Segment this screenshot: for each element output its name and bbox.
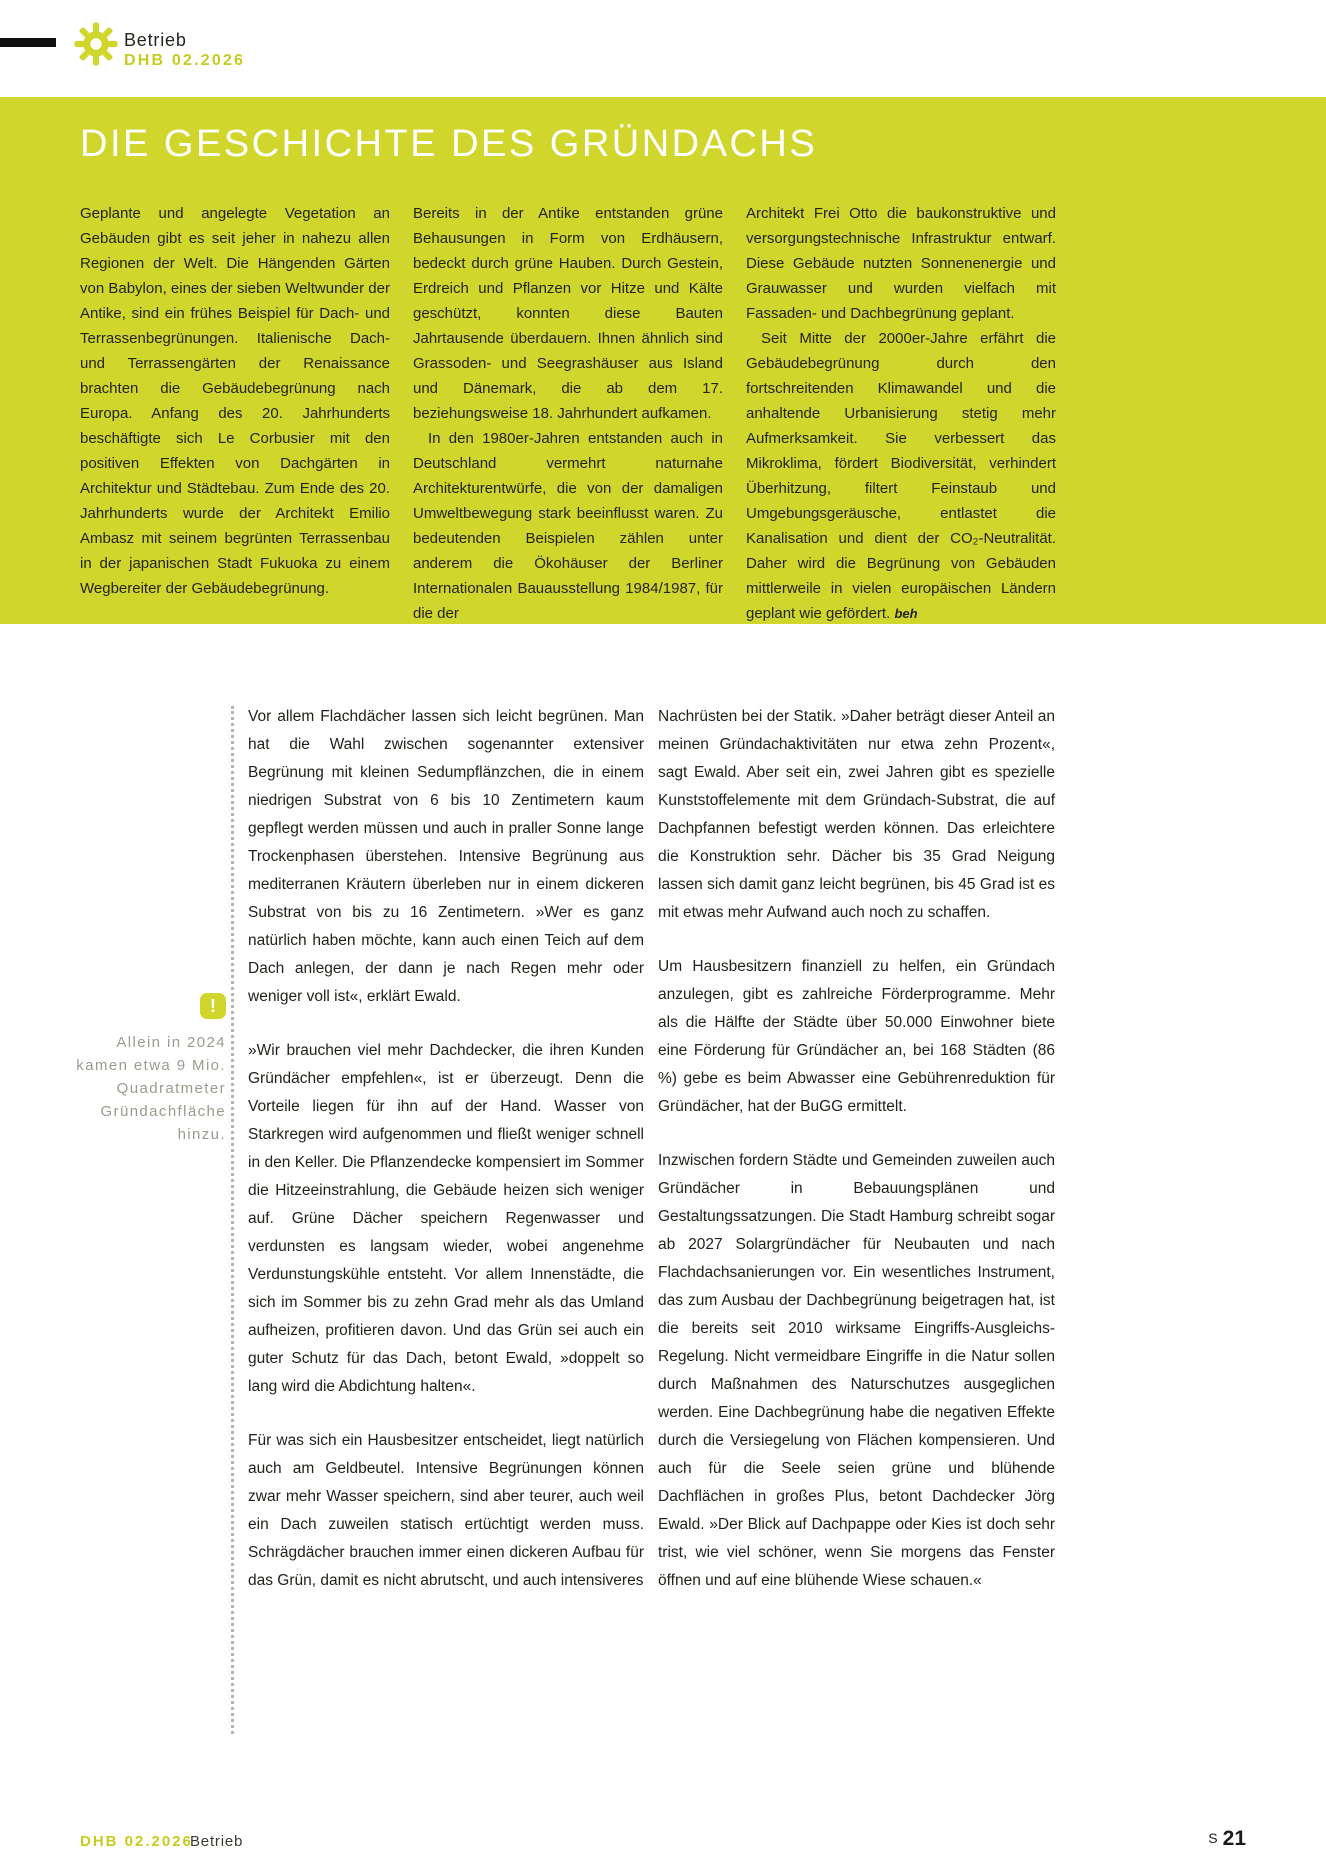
callout-line: kamen etwa 9 Mio. (76, 1057, 226, 1074)
feature-columns (80, 201, 1056, 626)
article-title: DIE GESCHICHTE DES GRÜNDACHS (80, 123, 818, 165)
issue-label: DHB 02.2026 (124, 52, 246, 69)
callout-line: Allein in 2024 (116, 1034, 226, 1051)
page-number (1208, 1827, 1246, 1851)
footer-issue: DHB 02.2026 (80, 1833, 193, 1850)
margin-tick (0, 38, 56, 47)
feature-block (0, 97, 1326, 624)
section-label: Betrieb (124, 30, 187, 50)
page-number-prefix: S (1208, 1830, 1218, 1846)
feature-paragraph-text: Seit Mitte der 2000er-Jahre erfährt die Gebäudebegrünung durch den fortschreitenden Klimawandel und die anhaltende Urbanisierung stetig mehr Aufmerksamkeit. Sie verbessert das Mikroklima, fördert Biodiversität, verhindert Überhitzung, filtert Feinstaub und Umgebungsgeräusche, entlastet die Kanalisation und dient der CO₂-Neutralität. Daher wird die Begrünung von Gebäuden mittlerweile in vielen europäischen Ländern geplant wie gefördert. (746, 330, 1056, 622)
page-number-value: 21 (1222, 1827, 1246, 1850)
body-paragraph: Inzwischen fordern Städte und Gemeinden zuweilen auch Gründächer in Bebauungsplänen und Gestaltungssatzungen. Die Stadt Hamburg schreibt sogar ab 2027 Solargründächer für Neubauten und nach Flachdachsanierungen vor. Ein wesentliches Instrument, das zum Ausbau der Dachbegrünung beigetragen hat, ist die bereits seit 2010 wirksame Eingriffs-Ausgleichs-Regelung. Nicht vermeidbare Eingriffe in die Natur sollen durch Maßnahmen des Naturschutzes ausgeglichen werden. Eine Dachbegrünung habe die negativen Effekte durch die Versiegelung von Flächen kompensieren. Und auch für die Seele seien grüne und blühende Dachflächen in großes Plus, betont Dachdecker Jörg Ewald. »Der Blick auf Dachpappe oder Kies ist doch sehr trist, wie viel schöner, wenn Sie morgens das Fenster öffnen und auf eine blühende Wiese schauen.« (658, 1152, 1055, 1589)
exclamation-icon: ! (200, 993, 226, 1019)
author-initials: beh (894, 606, 918, 621)
feature-column-1 (80, 201, 390, 626)
gear-icon (74, 22, 118, 66)
feature-column-3 (746, 201, 1056, 626)
callout-line: Quadratmeter (116, 1080, 226, 1097)
fact-callout (38, 993, 226, 1146)
body-paragraph: Nachrüsten bei der Statik. »Daher beträgt dieser Anteil an meinen Gründachaktivitäten nur etwa zehn Prozent«, sagt Ewald. Aber seit ein, zwei Jahren gibt es spezielle Kunststoffelemente mit dem Gründach-Substrat, die auf Dachpfannen befestigt werden können. Das erleichtere die Konstruktion sehr. Dächer bis 35 Grad Neigung lassen sich damit ganz leicht begrünen, bis 45 Grad ist es mit etwas mehr Aufwand auch noch zu schaffen. (658, 708, 1055, 921)
feature-paragraph: In den 1980er-Jahren entstanden auch in Deutschland vermehrt naturnahe Architekturentwürfe, die von der damaligen Umweltbewegung stark beeinflusst waren. Zu bedeutenden Beispielen zählen unter anderem die Ökohäuser der Berliner Internationalen Bauausstellung 1984/1987, für die der (413, 430, 723, 622)
footer-section: Betrieb (190, 1833, 244, 1850)
feature-column-2 (413, 201, 723, 626)
body-paragraph: Vor allem Flachdächer lassen sich leicht begrünen. Man hat die Wahl zwischen sogenannter extensiver Begrünung mit kleinen Sedumpflänzchen, die in einem niedrigen Substrat von 6 bis 10 Zentimetern kaum gepflegt werden müssen und auch in praller Sonne lange Trockenphasen überstehen. Intensive Begrünung aus mediterranen Kräutern überleben nur in einem dickeren Substrat von bis zu 16 Zentimetern. »Wer es ganz natürlich haben möchte, kann auch einen Teich auf dem Dach anlegen, der dann je nach Regen mehr oder weniger voll ist«, erklärt Ewald. (248, 708, 644, 1005)
body-paragraph: Für was sich ein Hausbesitzer entscheidet, liegt natürlich auch am Geldbeutel. Intensive Begrünungen können zwar mehr Wasser speichern, sind aber teurer, auch weil ein Dach zuweilen statisch ertüchtigt werden muss. Schrägdächer brauchen immer einen dickeren Aufbau für das Grün, damit es nicht abrutscht, und auch intensiveres (248, 1432, 644, 1589)
callout-line: Gründachfläche (100, 1103, 226, 1120)
callout-text (38, 1031, 226, 1146)
article-column-left (248, 703, 644, 1595)
column-divider-dotted (231, 706, 234, 1734)
body-paragraph: »Wir brauchen viel mehr Dachdecker, die ihren Kunden Gründächer empfehlen«, ist er überzeugt. Denn die Vorteile liegen für ihn auf der Hand. Wasser von Starkregen wird aufgenommen und fließt weniger schnell in den Keller. Die Pflanzendecke kompensiert im Sommer die Hitzeeinstrahlung, die Gebäude heizen sich weniger auf. Grüne Dächer speichern Regenwasser und verdunsten es langsam wieder, wobei angenehme Verdunstungskühle entsteht. Vor allem Innenstädte, die sich im Sommer bis zu zehn Grad mehr als das Umland aufheizen, profitieren davon. Und das Grün sei auch ein guter Schutz für das Dach, betont Ewald, »doppelt so lang wird die Abdichtung halten«. (248, 1042, 644, 1395)
body-paragraph: Um Hausbesitzern finanziell zu helfen, ein Gründach anzulegen, gibt es zahlreiche Förderprogramme. Mehr als die Hälfte der Städte über 50.000 Einwohner biete eine Förderung für Gründächer an, bei 168 Städten (86 %) gebe es beim Abwasser eine Gebührenreduktion für Gründächer, hat der BuGG ermittelt. (658, 958, 1055, 1115)
feature-paragraph (746, 326, 1056, 626)
feature-paragraph: Bereits in der Antike entstanden grüne Behausungen in Form von Erdhäusern, bedeckt durch grüne Hauben. Durch Gestein, Erdreich und Pflanzen vor Hitze und Kälte geschützt, konnten diese Bauten Jahrtausende überdauern. Ihnen ähnlich sind Grassoden- und Seegrashäuser aus Island und Dänemark, die ab dem 17. beziehungsweise 18. Jahrhundert aufkamen. (413, 205, 723, 422)
feature-paragraph: Geplante und angelegte Vegetation an Gebäuden gibt es seit jeher in nahezu allen Regionen der Welt. Die Hängenden Gärten von Babylon, eines der sieben Weltwunder der Antike, sind ein frühes Beispiel für Dach- und Terrassenbegrünungen. Italienische Dach- und Terrassengärten der Renaissance brachten die Gebäudebegrünung nach Europa. Anfang des 20. Jahrhunderts beschäftigte sich Le Corbusier mit den positiven Effekten von Dachgärten in Architektur und Städtebau. Zum Ende des 20. Jahrhunderts wurde der Architekt Emilio Ambasz mit seinem begrünten Terrassenbau in der japanischen Stadt Fukuoka zu einem Wegbereiter der Gebäudebegrünung. (80, 205, 390, 597)
feature-paragraph: Architekt Frei Otto die baukonstruktive und versorgungstechnische Infrastruktur entwarf. Diese Gebäude nutzten Sonnenenergie und Grauwasser und wurden vielfach mit Fassaden- und Dachbegrünung geplant. (746, 205, 1056, 322)
callout-line: hinzu. (177, 1126, 226, 1143)
article-column-right (658, 703, 1055, 1595)
